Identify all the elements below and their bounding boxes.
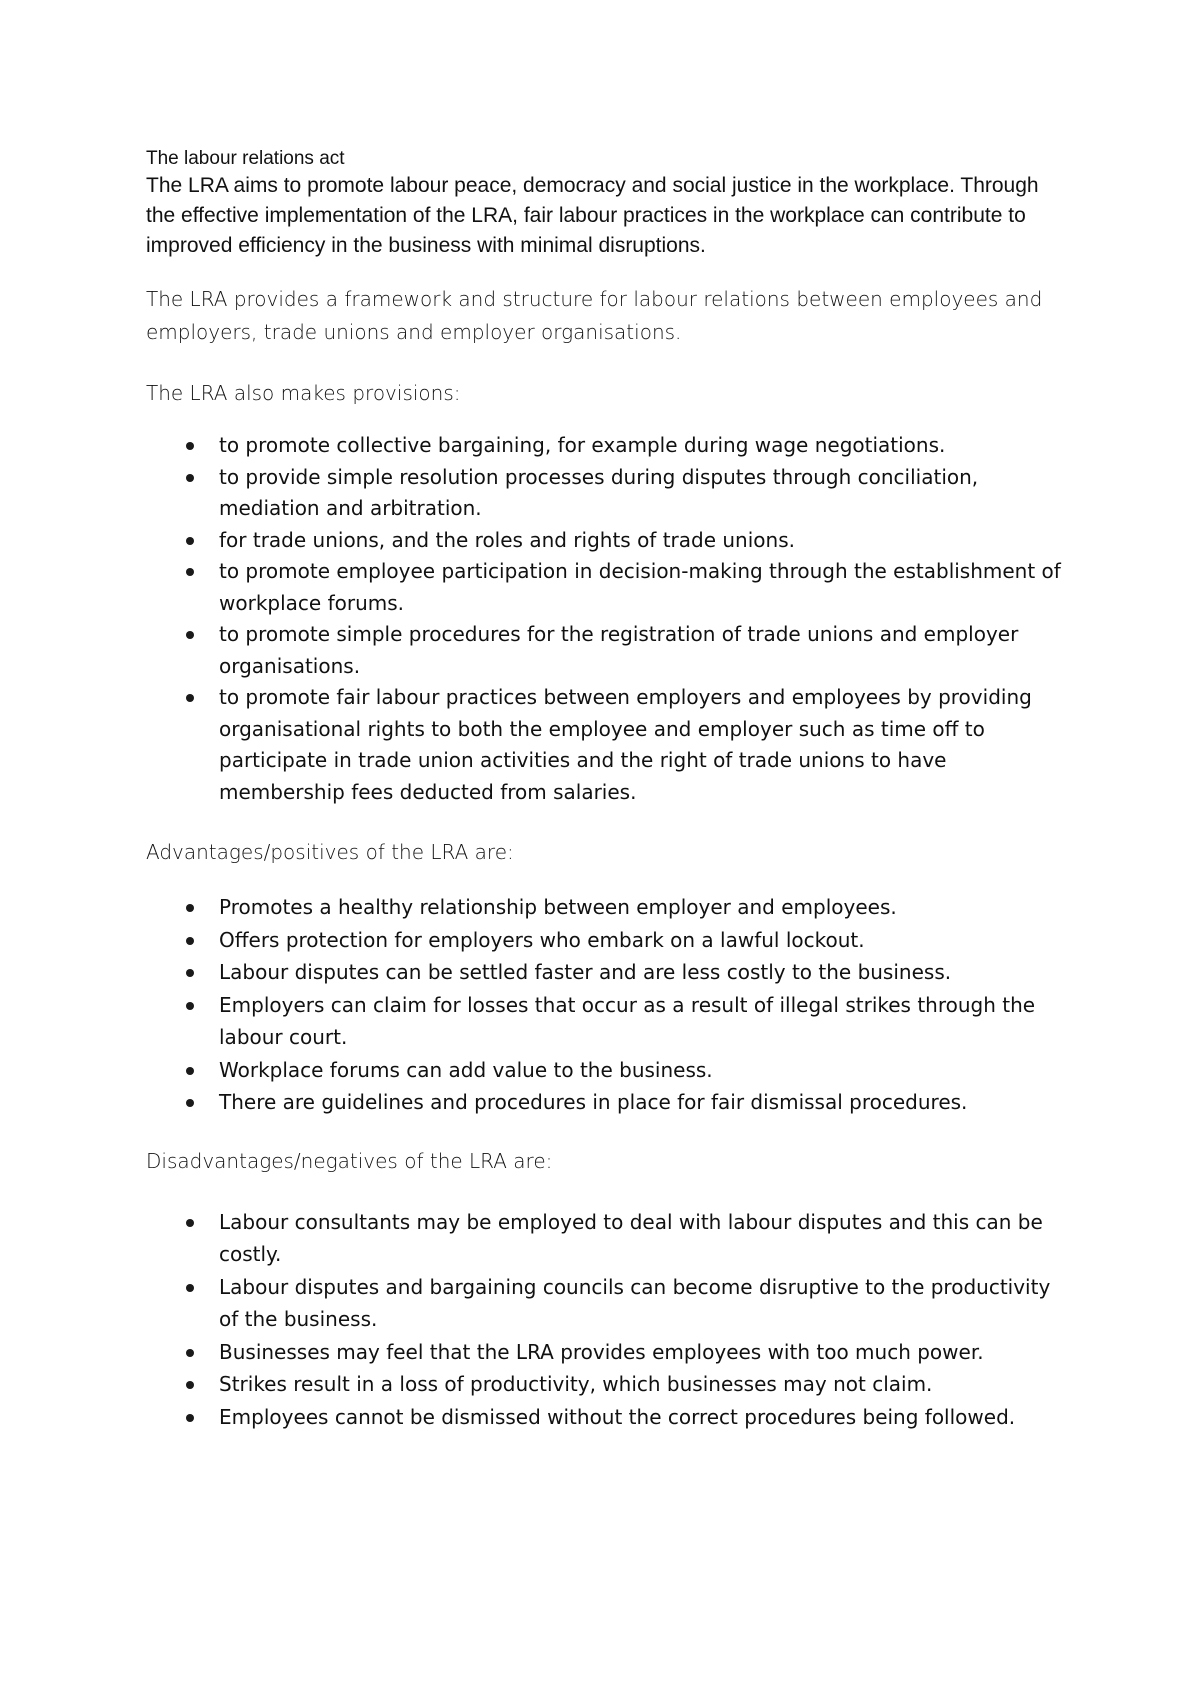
bullet-icon [186,1067,194,1075]
list-item [146,1271,1066,1336]
list-item-text: Employees cannot be dismissed without the correct procedures being followed. [219,1404,1016,1429]
list-item-text: Businesses may feel that the LRA provides employees with too much power. [219,1339,984,1364]
list-item [146,525,1066,557]
document-page [146,146,1066,1433]
bullet-icon [186,937,194,945]
list-item [146,1054,1066,1087]
bullet-icon [186,1002,194,1010]
bullet-icon [186,631,194,639]
list-item-text: Labour disputes can be settled faster and are less costly to the business. [219,960,952,984]
list-item-text: to promote fair labour practices between employers and employees by providing organisational rights to both the employee and employer such as time off to participate in trade union activities and the right of trade unions to have membership fees deducted from salaries. [219,685,1032,804]
list-item [146,924,1066,957]
intro-paragraph: The LRA aims to promote labour peace, democracy and social justice in the workplace. Through the effective implementation of the LRA, fair labour practices in the workplace can contribute to improved efficiency in the business with minimal disruptions. [146,174,1039,257]
bullet-icon [186,474,194,482]
framework-paragraph: The LRA provides a framework and structure for labour relations between employees and employers, trade unions and employer organisations. [146,287,1043,344]
list-item [146,1336,1066,1369]
list-item-text: for trade unions, and the roles and rights of trade unions. [219,527,795,552]
bullet-icon [186,537,194,545]
list-item-text: Labour consultants may be employed to deal with labour disputes and this can be costly. [219,1209,1043,1266]
bullet-icon [186,1099,194,1107]
list-item-text: Labour disputes and bargaining councils can become disruptive to the productivity of the business. [219,1274,1051,1331]
advantages-heading: Advantages/positives of the LRA are: [146,840,514,864]
list-item [146,1368,1066,1401]
list-item [146,891,1066,924]
list-item-text: to provide simple resolution processes during disputes through conciliation, mediation and arbitration. [219,464,979,520]
provisions-heading: The LRA also makes provisions: [146,381,461,405]
bullet-icon [186,442,194,450]
list-item [146,462,1066,525]
document-title: The labour relations act [146,148,345,169]
advantages-list [146,891,1066,1119]
list-item-text: Promotes a healthy relationship between employer and employees. [219,895,897,919]
bullet-icon [186,1414,194,1422]
list-item-text: to promote employee participation in decision-making through the establishment of workplace forums. [219,559,1061,615]
list-item-text: to promote collective bargaining, for example during wage negotiations. [219,433,946,457]
list-item [146,956,1066,989]
list-item [146,682,1066,808]
bullet-icon [186,568,194,576]
bullet-icon [186,1381,194,1389]
list-item [146,1206,1066,1271]
list-item-text: Workplace forums can add value to the business. [219,1057,713,1082]
bullet-icon [186,969,194,977]
list-item [146,1086,1066,1119]
list-item-text: Strikes result in a loss of productivity, which businesses may not claim. [219,1372,933,1396]
list-item-text: to promote simple procedures for the registration of trade unions and employer organisations. [219,622,1019,678]
list-item [146,430,1066,462]
bullet-icon [186,1349,194,1357]
bullet-icon [186,1284,194,1292]
list-item [146,989,1066,1054]
list-item [146,619,1066,682]
bullet-icon [186,1219,194,1227]
list-item [146,556,1066,619]
bullet-icon [186,904,194,912]
disadvantages-heading: Disadvantages/negatives of the LRA are: [146,1148,553,1173]
provisions-list [146,430,1066,808]
list-item-text: There are guidelines and procedures in place for fair dismissal procedures. [219,1090,968,1114]
list-item-text: Employers can claim for losses that occur as a result of illegal strikes through the labour court. [219,992,1036,1049]
disadvantages-list [146,1206,1066,1434]
list-item-text: Offers protection for employers who embark on a lawful lockout. [219,927,865,952]
bullet-icon [186,694,194,702]
list-item [146,1401,1066,1434]
